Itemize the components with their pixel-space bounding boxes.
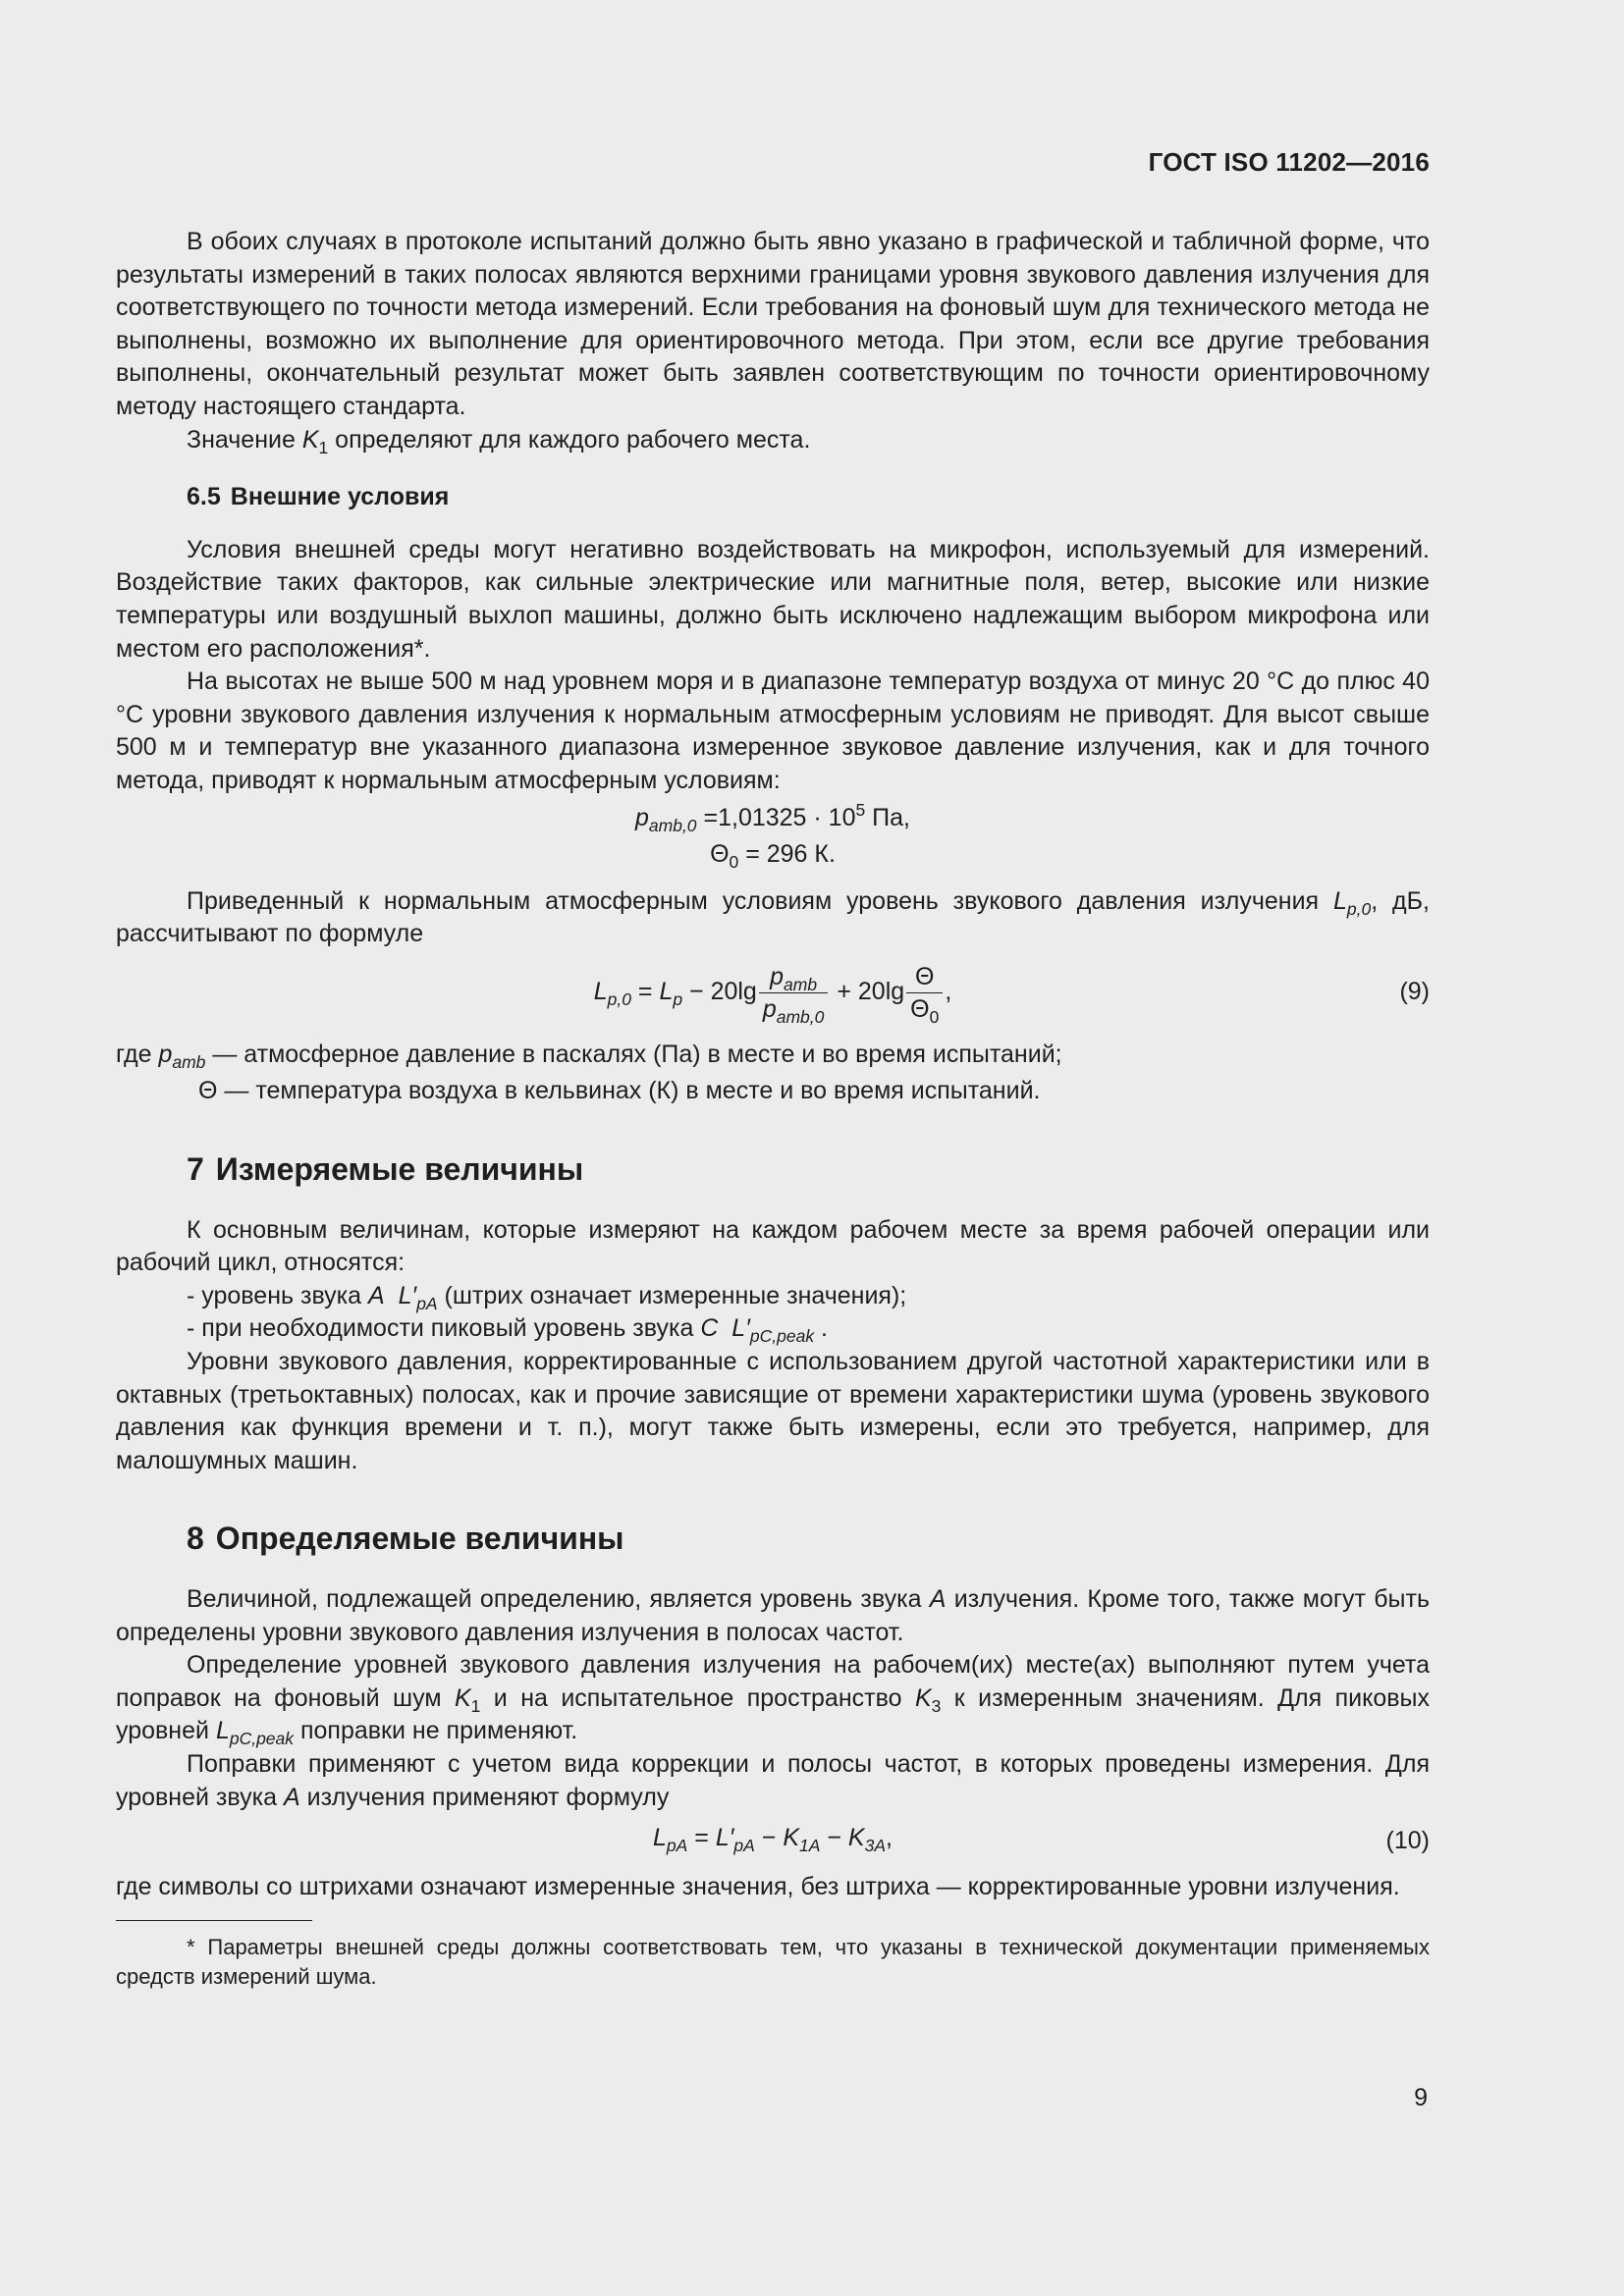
section-7-heading: 7 Измеряемые величины bbox=[187, 1151, 584, 1188]
footnote-separator bbox=[116, 1920, 312, 1921]
formula-ambient-pressure: $p_{amb,0} =1,01325 \cdot 10^5$ Па, bbox=[635, 799, 910, 835]
s8-paragraph-4: где символы со штрихами означают измеренные значения, без штриха — корректированные уровни излучения. bbox=[116, 1873, 1400, 1901]
page-number: 9 bbox=[1414, 2084, 1428, 2111]
s7-paragraph-2: Уровни звукового давления, корректированные с использованием другой частотной характеристики или в октавных (третьоктавных) полосах, как и прочие зависящие от времени характеристики шума (уровень звукового давления как функция времени и т. п.), могут также быть измерены, если это требуется, например, для малошумных машин. bbox=[116, 1348, 1430, 1474]
equation-10: $L_{pA} = L'_{pA} - K_{1A} - K_{3A}$, (10) bbox=[116, 1822, 1430, 1861]
fraction-pressure: $\frac{p_{amb}}{p_{amb,0}}$ bbox=[759, 963, 829, 1023]
document-header: ГОСТ ISO 11202—2016 bbox=[1148, 147, 1430, 177]
section-6-5-heading: 6.5 Внешние условия bbox=[187, 483, 450, 511]
s7-list-item-2: - при необходимости пиковый уровень звука C $L'_{pC,peak}$ . bbox=[187, 1314, 828, 1347]
equation-9: $L_{p,0} = L_p - 20\lg$ $\frac{p_{amb}}{p_{amb,0}}$ + 20lg $\frac{\Theta}{\Theta_0}$ , (9) bbox=[593, 962, 1430, 1027]
formula-ambient-temperature: $\Theta_0 = 296$ К. bbox=[710, 840, 836, 873]
s8-paragraph-2: Определение уровней звукового давления излучения на рабочем(их) месте(ах) выполняют путем учета поправок на фоновый шум $K_1$ и на испытательное пространство $K_3$ к измеренным значениям. Для пиковых уровней $L_{pC,peak}$ поправки не применяют. bbox=[116, 1651, 1430, 1749]
section-8-heading: 8 Определяемые величины bbox=[187, 1521, 624, 1557]
intro-paragraph-2: Значение $K_1$ определяют для каждого рабочего места. bbox=[187, 425, 811, 457]
s65-paragraph-2: На высотах не выше 500 м над уровнем моря и в диапазоне температур воздуха от минус 20 °С до плюс 40 °С уровни звукового давления излучения к нормальным атмосферным условиям не приводят. Для высот свыше 500 м и температур вне указанного диапазона измеренное звуковое давление излучения, как и для точного метода, приводят к нормальным атмосферным условиям: bbox=[116, 667, 1430, 794]
s8-paragraph-3: Поправки применяют с учетом вида коррекции и полосы частот, в которых проведены измерения. Для уровней звука A излучения применяют формулу bbox=[116, 1749, 1430, 1811]
intro-paragraph-1: В обоих случаях в протоколе испытаний должно быть явно указано в графической и табличной форме, что результаты измерений в таких полосах являются верхними границами уровня звукового давления излучения для соответствующего по точности метода измерений. Если требования на фоновый шум для технического метода не выполнены, возможно их выполнение для ориентировочного метода. При этом, если все другие требования выполнены, окончательный результат может быть заявлен соответствующим по точности ориентировочному методу настоящего стандарта. bbox=[116, 228, 1430, 420]
footnote: * Параметры внешней среды должны соответствовать тем, что указаны в технической документации применяемых средств измерений шума. bbox=[116, 1934, 1430, 1989]
equation-9-number: (9) bbox=[1399, 978, 1430, 1006]
s8-paragraph-1: Величиной, подлежащей определению, является уровень звука A излучения. Кроме того, также могут быть определены уровни звукового давления излучения в полосах частот. bbox=[116, 1585, 1430, 1646]
equation-10-number: (10) bbox=[1385, 1827, 1430, 1855]
s7-paragraph-1: К основным величинам, которые измеряют на каждом рабочем месте за время рабочей операции или рабочий цикл, относятся: bbox=[116, 1215, 1430, 1277]
where-p-amb: где $p_{amb}$ — атмосферное давление в паскалях (Па) в месте и во время испытаний; bbox=[116, 1040, 1062, 1072]
fraction-temperature: $\frac{\Theta}{\Theta_0}$ bbox=[906, 963, 943, 1023]
where-theta: Θ — температура воздуха в кельвинах (К) в месте и во время испытаний. bbox=[198, 1077, 1041, 1105]
s65-paragraph-3: Приведенный к нормальным атмосферным условиям уровень звукового давления излучения $L_{p,0}$, дБ, рассчитывают по формуле bbox=[116, 886, 1430, 948]
s65-paragraph-1: Условия внешней среды могут негативно воздействовать на микрофон, используемый для измерений. Воздействие таких факторов, как сильные электрические или магнитные поля, ветер, высокие или низкие температуры или воздушный выхлоп машины, должно быть исключено надлежащим выбором микрофона или местом его расположения*. bbox=[116, 535, 1430, 663]
s7-list-item-1: - уровень звука A $L'_{pA}$ (штрих означает измеренные значения); bbox=[187, 1281, 907, 1313]
page-body bbox=[116, 226, 1430, 1992]
